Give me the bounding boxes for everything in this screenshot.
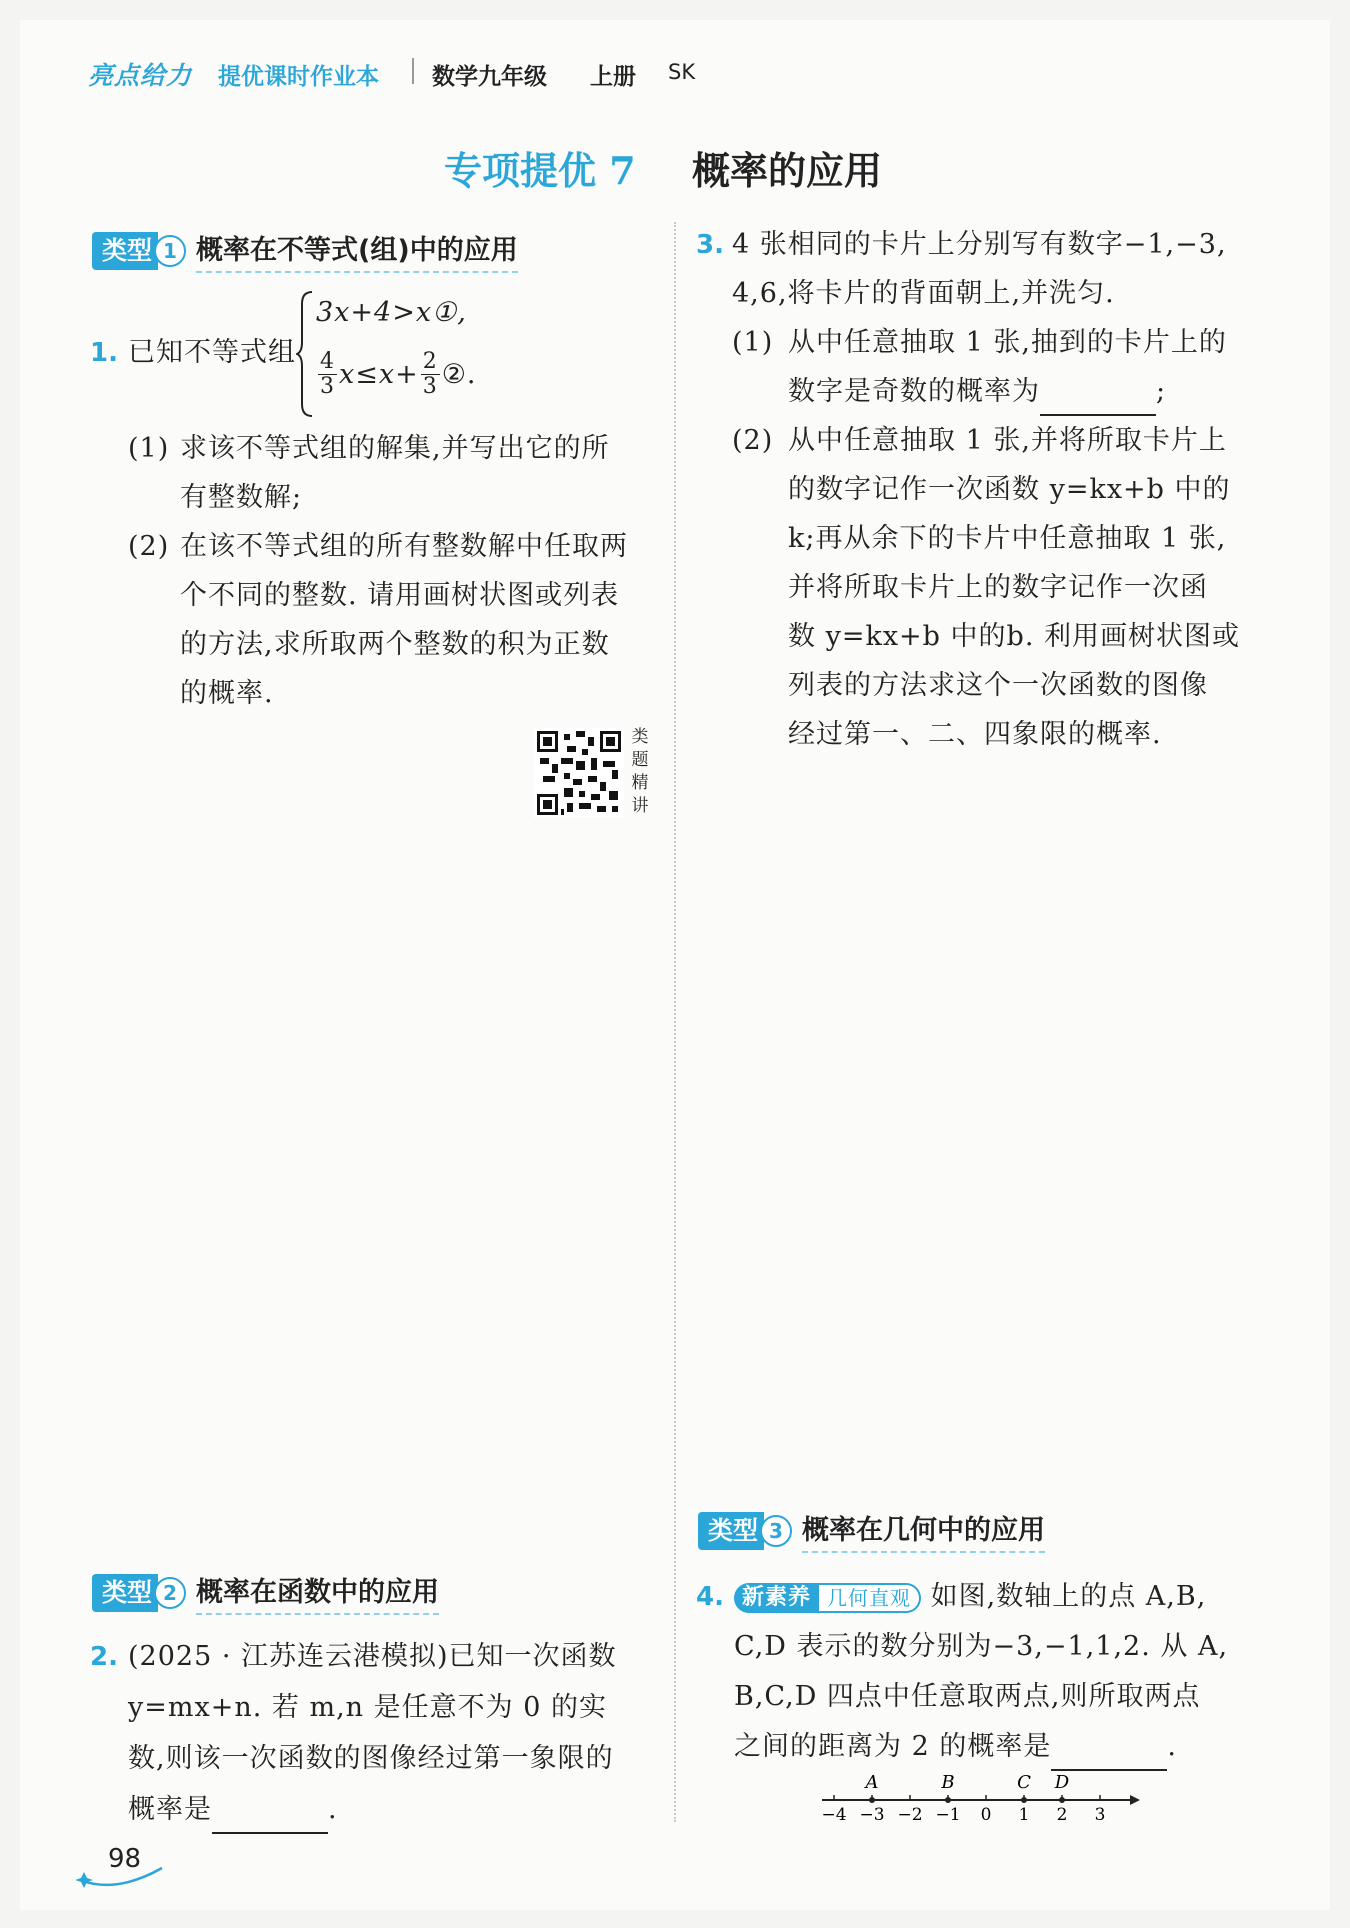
number-line-points (864, 1772, 1070, 1803)
q2-answer-blank[interactable] (212, 1802, 328, 1834)
axis-tick-label: 1 (1018, 1805, 1030, 1825)
section-heading-2 (92, 1570, 439, 1615)
q3-part2-label: (2) (732, 425, 774, 456)
q1-brace (296, 290, 314, 418)
q1-part2-line1: 在该不等式组的所有整数解中任取两 (180, 531, 628, 562)
q1-part2-line3: 的方法,求所取两个整数的积为正数 (180, 629, 610, 660)
axis-tick-label: 0 (980, 1805, 992, 1825)
q1-ineq2-middle: x≤x+ (339, 359, 419, 390)
q3-part1-line2-text: 数字是奇数的概率为 (788, 376, 1040, 407)
q4-end: . (1167, 1731, 1177, 1762)
q3-part2-line2: 的数字记作一次函数 y=kx+b 中的 (788, 474, 1231, 505)
axis-tick-label: 3 (1094, 1805, 1106, 1825)
q3-part2-line5: 数 y=kx+b 中的b. 利用画树状图或 (788, 621, 1240, 652)
q1-intro: 已知不等式组 (128, 337, 296, 368)
question-number-3: 3. (696, 230, 724, 260)
axis-point (869, 1797, 875, 1803)
frac-denominator: 3 (422, 374, 438, 399)
q3-part1-line2 (788, 367, 1166, 416)
frac-numerator: 4 (320, 349, 335, 374)
q1-part2-line2: 个不同的整数. 请用画树状图或列表 (180, 580, 620, 611)
q4-line4-text: 之间的距离为 2 的概率是 (734, 1731, 1052, 1762)
q4-line2: C,D 表示的数分别为−3,−1,1,2. 从 A, (734, 1631, 1229, 1662)
axis-tick-label: −2 (897, 1805, 923, 1825)
q1-part2-line4: 的概率. (180, 678, 274, 709)
brand-logo: 亮点给力 (88, 61, 193, 90)
column-divider (674, 222, 676, 1822)
axis-point-label: C (1017, 1772, 1031, 1793)
q2-end: . (328, 1794, 338, 1825)
section-title: 概率在几何中的应用 (802, 1508, 1045, 1553)
page-number-swoosh-icon (76, 1864, 166, 1890)
page-number: 98 (108, 1844, 142, 1874)
page-title-label: 专项提优 7 (444, 148, 636, 193)
section-heading-3 (698, 1508, 1045, 1553)
header-separator (412, 58, 414, 84)
header-edition: SK (668, 60, 696, 84)
q3-part2-line3: k;再从余下的卡片中任意抽取 1 张, (788, 523, 1227, 554)
q4-line4 (734, 1722, 1177, 1771)
axis-point-label: D (1054, 1772, 1070, 1793)
section-tag: 类型 (92, 1574, 158, 1612)
q3-part2-line1: 从中任意抽取 1 张,并将所取卡片上 (788, 425, 1227, 456)
q1-part2-label: (2) (128, 531, 170, 562)
q4-badge-sub: 几何直观 (819, 1583, 921, 1613)
q1-inequality-2 (316, 350, 477, 399)
q1-ineq2-end: ②. (441, 359, 477, 390)
q1-part1-line1: 求该不等式组的解集,并写出它的所 (180, 433, 610, 464)
axis-point-label: B (941, 1772, 955, 1793)
qr-caption (630, 726, 650, 818)
qr-caption-char: 精 (631, 773, 649, 793)
q4-answer-blank[interactable] (1051, 1739, 1167, 1771)
q3-answer-blank[interactable] (1040, 384, 1156, 416)
q2-line4 (128, 1785, 338, 1834)
q3-line2: 4,6,将卡片的背面朝上,并洗匀. (732, 278, 1115, 309)
axis-tick-label: −4 (821, 1805, 847, 1825)
frac-numerator: 2 (422, 349, 438, 374)
question-number-1: 1. (90, 338, 118, 368)
brand-subtitle: 提优课时作业本 (218, 64, 379, 90)
axis-arrow-icon (1130, 1795, 1140, 1805)
q2-line2: y=mx+n. 若 m,n 是任意不为 0 的实 (128, 1692, 607, 1723)
q3-part2-line7: 经过第一、二、四象限的概率. (788, 719, 1162, 750)
page-title-topic: 概率的应用 (692, 148, 883, 193)
header-volume: 上册 (590, 64, 636, 90)
section-title: 概率在不等式(组)中的应用 (196, 228, 518, 273)
qr-caption-char: 讲 (631, 796, 649, 816)
q2-line3: 数,则该一次函数的图像经过第一象限的 (128, 1743, 614, 1774)
question-number-4: 4. (696, 1582, 724, 1612)
section-heading-1 (92, 228, 518, 273)
section-tag: 类型 (698, 1512, 764, 1550)
section-tag: 类型 (92, 232, 158, 270)
question-number-2: 2. (90, 1642, 118, 1672)
section-title: 概率在函数中的应用 (196, 1570, 439, 1615)
axis-point (945, 1797, 951, 1803)
frac-denominator: 3 (320, 374, 335, 399)
q3-part1-line1: 从中任意抽取 1 张,抽到的卡片上的 (788, 327, 1227, 358)
section-number: 3 (760, 1515, 792, 1547)
qr-caption-char: 类 (631, 727, 649, 747)
axis-point-label: A (865, 1772, 879, 1793)
axis-point (1021, 1797, 1027, 1803)
qr-caption-char: 题 (631, 750, 649, 770)
q3-part2-line6: 列表的方法求这个一次函数的图像 (788, 670, 1208, 701)
q3-part1-end: ; (1156, 376, 1167, 407)
q3-part2-line4: 并将所取卡片上的数字记作一次函 (788, 572, 1208, 603)
section-number: 2 (154, 1577, 186, 1609)
header-subject: 数学九年级 (432, 64, 547, 90)
q2-line1: (2025 · 江苏连云港模拟)已知一次函数 (128, 1641, 617, 1672)
qr-code-icon[interactable] (534, 728, 624, 818)
section-number: 1 (154, 235, 186, 267)
axis-tick-label: −3 (859, 1805, 885, 1825)
q1-part1-label: (1) (128, 433, 170, 464)
axis-tick-label: −1 (935, 1805, 961, 1825)
q4-badge: 新素养 (734, 1583, 819, 1613)
q4-line1 (734, 1572, 1206, 1621)
q1-part1-line2: 有整数解; (180, 482, 303, 513)
axis-tick-label: 2 (1056, 1805, 1068, 1825)
q4-line3: B,C,D 四点中任意取两点,则所取两点 (734, 1681, 1201, 1712)
q4-line1-text: 如图,数轴上的点 A,B, (930, 1581, 1207, 1612)
q2-line4-text: 概率是 (128, 1794, 212, 1825)
q1-inequality-1: 3x+4>x①, (316, 297, 467, 328)
axis-point (1059, 1797, 1065, 1803)
q3-part1-label: (1) (732, 327, 774, 358)
q3-line1: 4 张相同的卡片上分别写有数字−1,−3, (732, 229, 1227, 260)
number-line-figure (812, 1770, 1142, 1830)
